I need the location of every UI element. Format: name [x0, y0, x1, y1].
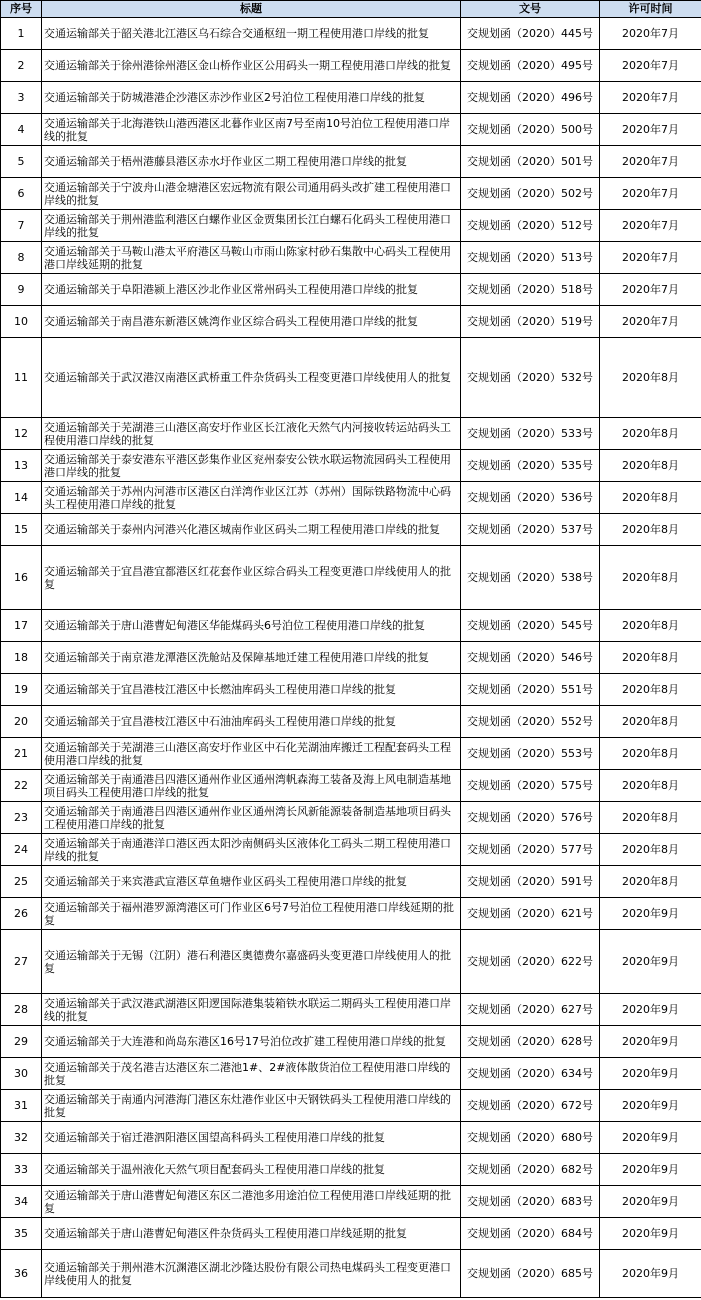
row-permit-date: 2020年7月: [600, 50, 701, 82]
row-title: 交通运输部关于武汉港武湖港区阳逻国际港集装箱铁水联运二期码头工程使用港口岸线的批复: [42, 994, 461, 1026]
row-seq: 22: [1, 770, 42, 802]
row-title: 交通运输部关于宁波舟山港金塘港区宏远物流有限公司通用码头改扩建工程使用港口岸线的批复: [42, 178, 461, 210]
table-row: [1, 546, 701, 610]
table-row: [1, 1026, 701, 1058]
row-seq: 28: [1, 994, 42, 1026]
table-row: [1, 114, 701, 146]
row-title: 交通运输部关于梧州港藤县港区赤水圩作业区二期工程使用港口岸线的批复: [42, 146, 461, 178]
row-permit-date: 2020年8月: [600, 834, 701, 866]
row-seq: 34: [1, 1186, 42, 1218]
row-seq: 20: [1, 706, 42, 738]
row-permit-date: 2020年8月: [600, 418, 701, 450]
row-title: 交通运输部关于苏州内河港市区港区白洋湾作业区江苏（苏州）国际铁路物流中心码头工程使用港口岸线的批复: [42, 482, 461, 514]
row-doc-number: 交规划函（2020）591号: [461, 866, 600, 898]
row-permit-date: 2020年7月: [600, 210, 701, 242]
row-doc-number: 交规划函（2020）680号: [461, 1122, 600, 1154]
row-seq: 33: [1, 1154, 42, 1186]
row-title: 交通运输部关于泰州内河港兴化港区城南作业区码头二期工程使用港口岸线的批复: [42, 514, 461, 546]
header-permit-date: 许可时间: [600, 1, 701, 18]
table-header: [1, 1, 701, 18]
row-title: 交通运输部关于阜阳港颍上港区沙北作业区常州码头工程使用港口岸线的批复: [42, 274, 461, 306]
row-permit-date: 2020年8月: [600, 338, 701, 418]
row-seq: 9: [1, 274, 42, 306]
table-row: [1, 146, 701, 178]
row-doc-number: 交规划函（2020）576号: [461, 802, 600, 834]
row-doc-number: 交规划函（2020）537号: [461, 514, 600, 546]
row-seq: 8: [1, 242, 42, 274]
row-seq: 29: [1, 1026, 42, 1058]
row-doc-number: 交规划函（2020）501号: [461, 146, 600, 178]
row-title: 交通运输部关于荆州港监利港区白螺作业区金贾集团长江白螺石化码头工程使用港口岸线的批复: [42, 210, 461, 242]
row-seq: 25: [1, 866, 42, 898]
row-doc-number: 交规划函（2020）553号: [461, 738, 600, 770]
table-row: [1, 306, 701, 338]
row-permit-date: 2020年9月: [600, 1250, 701, 1298]
row-doc-number: 交规划函（2020）672号: [461, 1090, 600, 1122]
row-permit-date: 2020年7月: [600, 306, 701, 338]
table-row: [1, 1122, 701, 1154]
table-row: [1, 178, 701, 210]
row-permit-date: 2020年7月: [600, 18, 701, 50]
table-row: [1, 50, 701, 82]
row-title: 交通运输部关于宜昌港枝江港区中长燃油库码头工程使用港口岸线的批复: [42, 674, 461, 706]
row-title: 交通运输部关于防城港港企沙港区赤沙作业区2号泊位工程使用港口岸线的批复: [42, 82, 461, 114]
table-row: [1, 1090, 701, 1122]
row-seq: 27: [1, 930, 42, 994]
row-permit-date: 2020年8月: [600, 866, 701, 898]
row-permit-date: 2020年8月: [600, 642, 701, 674]
table-row: [1, 610, 701, 642]
row-permit-date: 2020年9月: [600, 898, 701, 930]
row-doc-number: 交规划函（2020）513号: [461, 242, 600, 274]
row-doc-number: 交规划函（2020）538号: [461, 546, 600, 610]
row-doc-number: 交规划函（2020）445号: [461, 18, 600, 50]
row-permit-date: 2020年7月: [600, 242, 701, 274]
row-seq: 23: [1, 802, 42, 834]
row-permit-date: 2020年8月: [600, 514, 701, 546]
row-doc-number: 交规划函（2020）500号: [461, 114, 600, 146]
row-seq: 1: [1, 18, 42, 50]
row-seq: 21: [1, 738, 42, 770]
row-permit-date: 2020年9月: [600, 994, 701, 1026]
table-row: [1, 1186, 701, 1218]
table-row: [1, 866, 701, 898]
table-row: [1, 1058, 701, 1090]
row-seq: 35: [1, 1218, 42, 1250]
row-title: 交通运输部关于大连港和尚岛东港区16号17号泊位改扩建工程使用港口岸线的批复: [42, 1026, 461, 1058]
row-seq: 30: [1, 1058, 42, 1090]
row-title: 交通运输部关于福州港罗源湾港区可门作业区6号7号泊位工程使用港口岸线延期的批复: [42, 898, 461, 930]
row-doc-number: 交规划函（2020）575号: [461, 770, 600, 802]
row-doc-number: 交规划函（2020）628号: [461, 1026, 600, 1058]
row-seq: 11: [1, 338, 42, 418]
row-permit-date: 2020年7月: [600, 82, 701, 114]
table-row: [1, 274, 701, 306]
row-doc-number: 交规划函（2020）552号: [461, 706, 600, 738]
table-row: [1, 642, 701, 674]
row-permit-date: 2020年9月: [600, 1058, 701, 1090]
row-seq: 14: [1, 482, 42, 514]
row-permit-date: 2020年9月: [600, 1186, 701, 1218]
row-title: 交通运输部关于南京港龙潭港区洗舱站及保障基地迁建工程使用港口岸线的批复: [42, 642, 461, 674]
header-seq: 序号: [1, 1, 42, 18]
row-doc-number: 交规划函（2020）512号: [461, 210, 600, 242]
row-doc-number: 交规划函（2020）535号: [461, 450, 600, 482]
row-permit-date: 2020年9月: [600, 1026, 701, 1058]
row-seq: 17: [1, 610, 42, 642]
row-seq: 3: [1, 82, 42, 114]
header-title: 标题: [42, 1, 461, 18]
row-permit-date: 2020年8月: [600, 706, 701, 738]
row-seq: 4: [1, 114, 42, 146]
row-title: 交通运输部关于南昌港东新港区姚湾作业区综合码头工程使用港口岸线的批复: [42, 306, 461, 338]
row-title: 交通运输部关于武汉港汉南港区武桥重工件杂货码头工程变更港口岸线使用人的批复: [42, 338, 461, 418]
row-seq: 5: [1, 146, 42, 178]
row-doc-number: 交规划函（2020）496号: [461, 82, 600, 114]
row-title: 交通运输部关于南通内河港海门港区东灶港作业区中天钢铁码头工程使用港口岸线的批复: [42, 1090, 461, 1122]
table-row: [1, 898, 701, 930]
table-row: [1, 242, 701, 274]
row-permit-date: 2020年9月: [600, 1090, 701, 1122]
row-doc-number: 交规划函（2020）634号: [461, 1058, 600, 1090]
table-row: [1, 514, 701, 546]
row-title: 交通运输部关于唐山港曹妃甸港区华能煤码头6号泊位工程使用港口岸线的批复: [42, 610, 461, 642]
row-doc-number: 交规划函（2020）502号: [461, 178, 600, 210]
row-seq: 10: [1, 306, 42, 338]
row-title: 交通运输部关于泰安港东平港区彭集作业区兖州泰安公铁水联运物流园码头工程使用港口岸线的批复: [42, 450, 461, 482]
row-title: 交通运输部关于宿迁港泗阳港区国望高科码头工程使用港口岸线的批复: [42, 1122, 461, 1154]
row-doc-number: 交规划函（2020）684号: [461, 1218, 600, 1250]
row-doc-number: 交规划函（2020）551号: [461, 674, 600, 706]
row-doc-number: 交规划函（2020）518号: [461, 274, 600, 306]
table-row: [1, 930, 701, 994]
row-permit-date: 2020年7月: [600, 146, 701, 178]
row-title: 交通运输部关于南通港吕四港区通州作业区通州湾长风新能源装备制造基地项目码头工程使用港口岸线的批复: [42, 802, 461, 834]
table-row: [1, 770, 701, 802]
row-permit-date: 2020年8月: [600, 610, 701, 642]
row-seq: 15: [1, 514, 42, 546]
row-permit-date: 2020年8月: [600, 674, 701, 706]
row-permit-date: 2020年9月: [600, 1122, 701, 1154]
row-seq: 31: [1, 1090, 42, 1122]
table-row: [1, 834, 701, 866]
row-permit-date: 2020年9月: [600, 1218, 701, 1250]
table-row: [1, 210, 701, 242]
table-row: [1, 1250, 701, 1298]
row-seq: 19: [1, 674, 42, 706]
table-row: [1, 450, 701, 482]
row-doc-number: 交规划函（2020）683号: [461, 1186, 600, 1218]
row-permit-date: 2020年7月: [600, 114, 701, 146]
row-permit-date: 2020年9月: [600, 1154, 701, 1186]
row-permit-date: 2020年7月: [600, 274, 701, 306]
row-permit-date: 2020年9月: [600, 930, 701, 994]
table-row: [1, 482, 701, 514]
row-seq: 18: [1, 642, 42, 674]
row-title: 交通运输部关于温州液化天然气项目配套码头工程使用港口岸线的批复: [42, 1154, 461, 1186]
row-doc-number: 交规划函（2020）545号: [461, 610, 600, 642]
row-doc-number: 交规划函（2020）622号: [461, 930, 600, 994]
row-title: 交通运输部关于芜湖港三山港区高安圩作业区中石化芜湖油库搬迁工程配套码头工程使用港口岸线的批复: [42, 738, 461, 770]
row-permit-date: 2020年7月: [600, 178, 701, 210]
row-permit-date: 2020年8月: [600, 738, 701, 770]
table-row: [1, 706, 701, 738]
row-seq: 13: [1, 450, 42, 482]
row-seq: 16: [1, 546, 42, 610]
header-row: [1, 1, 701, 18]
row-title: 交通运输部关于马鞍山港太平府港区马鞍山市雨山陈家村砂石集散中心码头工程使用港口岸线延期的批复: [42, 242, 461, 274]
row-title: 交通运输部关于宜昌港枝江港区中石油油库码头工程使用港口岸线的批复: [42, 706, 461, 738]
row-seq: 26: [1, 898, 42, 930]
row-title: 交通运输部关于唐山港曹妃甸港区东区二港池多用途泊位工程使用港口岸线延期的批复: [42, 1186, 461, 1218]
row-doc-number: 交规划函（2020）577号: [461, 834, 600, 866]
row-doc-number: 交规划函（2020）495号: [461, 50, 600, 82]
row-permit-date: 2020年8月: [600, 482, 701, 514]
row-permit-date: 2020年8月: [600, 450, 701, 482]
row-title: 交通运输部关于南通港吕四港区通州作业区通州湾帆森海工装备及海上风电制造基地项目码头工程使用港口岸线的批复: [42, 770, 461, 802]
row-seq: 2: [1, 50, 42, 82]
row-permit-date: 2020年8月: [600, 546, 701, 610]
row-doc-number: 交规划函（2020）546号: [461, 642, 600, 674]
table-row: [1, 338, 701, 418]
row-doc-number: 交规划函（2020）682号: [461, 1154, 600, 1186]
row-doc-number: 交规划函（2020）532号: [461, 338, 600, 418]
table-row: [1, 18, 701, 50]
row-permit-date: 2020年8月: [600, 802, 701, 834]
table-row: [1, 82, 701, 114]
row-title: 交通运输部关于唐山港曹妃甸港区件杂货码头工程使用港口岸线延期的批复: [42, 1218, 461, 1250]
row-permit-date: 2020年8月: [600, 770, 701, 802]
table-row: [1, 738, 701, 770]
row-seq: 24: [1, 834, 42, 866]
row-title: 交通运输部关于宜昌港宜都港区红花套作业区综合码头工程变更港口岸线使用人的批复: [42, 546, 461, 610]
row-title: 交通运输部关于无锡（江阴）港石利港区奥德费尔嘉盛码头变更港口岸线使用人的批复: [42, 930, 461, 994]
row-title: 交通运输部关于北海港铁山港西港区北暮作业区南7号至南10号泊位工程使用港口岸线的批复: [42, 114, 461, 146]
row-title: 交通运输部关于南通港洋口港区西太阳沙南侧码头区液体化工码头二期工程使用港口岸线的批复: [42, 834, 461, 866]
row-seq: 6: [1, 178, 42, 210]
table-row: [1, 802, 701, 834]
row-doc-number: 交规划函（2020）627号: [461, 994, 600, 1026]
table-row: [1, 418, 701, 450]
row-title: 交通运输部关于荆州港木沉渊港区湖北沙隆达股份有限公司热电煤码头工程变更港口岸线使用人的批复: [42, 1250, 461, 1298]
table-row: [1, 994, 701, 1026]
row-seq: 12: [1, 418, 42, 450]
table-row: [1, 674, 701, 706]
row-seq: 7: [1, 210, 42, 242]
row-title: 交通运输部关于徐州港徐州港区金山桥作业区公用码头一期工程使用港口岸线的批复: [42, 50, 461, 82]
row-seq: 32: [1, 1122, 42, 1154]
row-doc-number: 交规划函（2020）533号: [461, 418, 600, 450]
header-doc-number: 文号: [461, 1, 600, 18]
row-title: 交通运输部关于芜湖港三山港区高安圩作业区长江液化天然气内河接收转运站码头工程使用港口岸线的批复: [42, 418, 461, 450]
row-title: 交通运输部关于茂名港吉达港区东二港池1#、2#液体散货泊位工程使用港口岸线的批复: [42, 1058, 461, 1090]
row-doc-number: 交规划函（2020）519号: [461, 306, 600, 338]
row-seq: 36: [1, 1250, 42, 1298]
row-doc-number: 交规划函（2020）685号: [461, 1250, 600, 1298]
row-title: 交通运输部关于韶关港北江港区乌石综合交通枢纽一期工程使用港口岸线的批复: [42, 18, 461, 50]
table-row: [1, 1154, 701, 1186]
table-body: [1, 18, 701, 1298]
row-doc-number: 交规划函（2020）536号: [461, 482, 600, 514]
table-row: [1, 1218, 701, 1250]
row-doc-number: 交规划函（2020）621号: [461, 898, 600, 930]
row-title: 交通运输部关于来宾港武宣港区草鱼塘作业区码头工程使用港口岸线的批复: [42, 866, 461, 898]
